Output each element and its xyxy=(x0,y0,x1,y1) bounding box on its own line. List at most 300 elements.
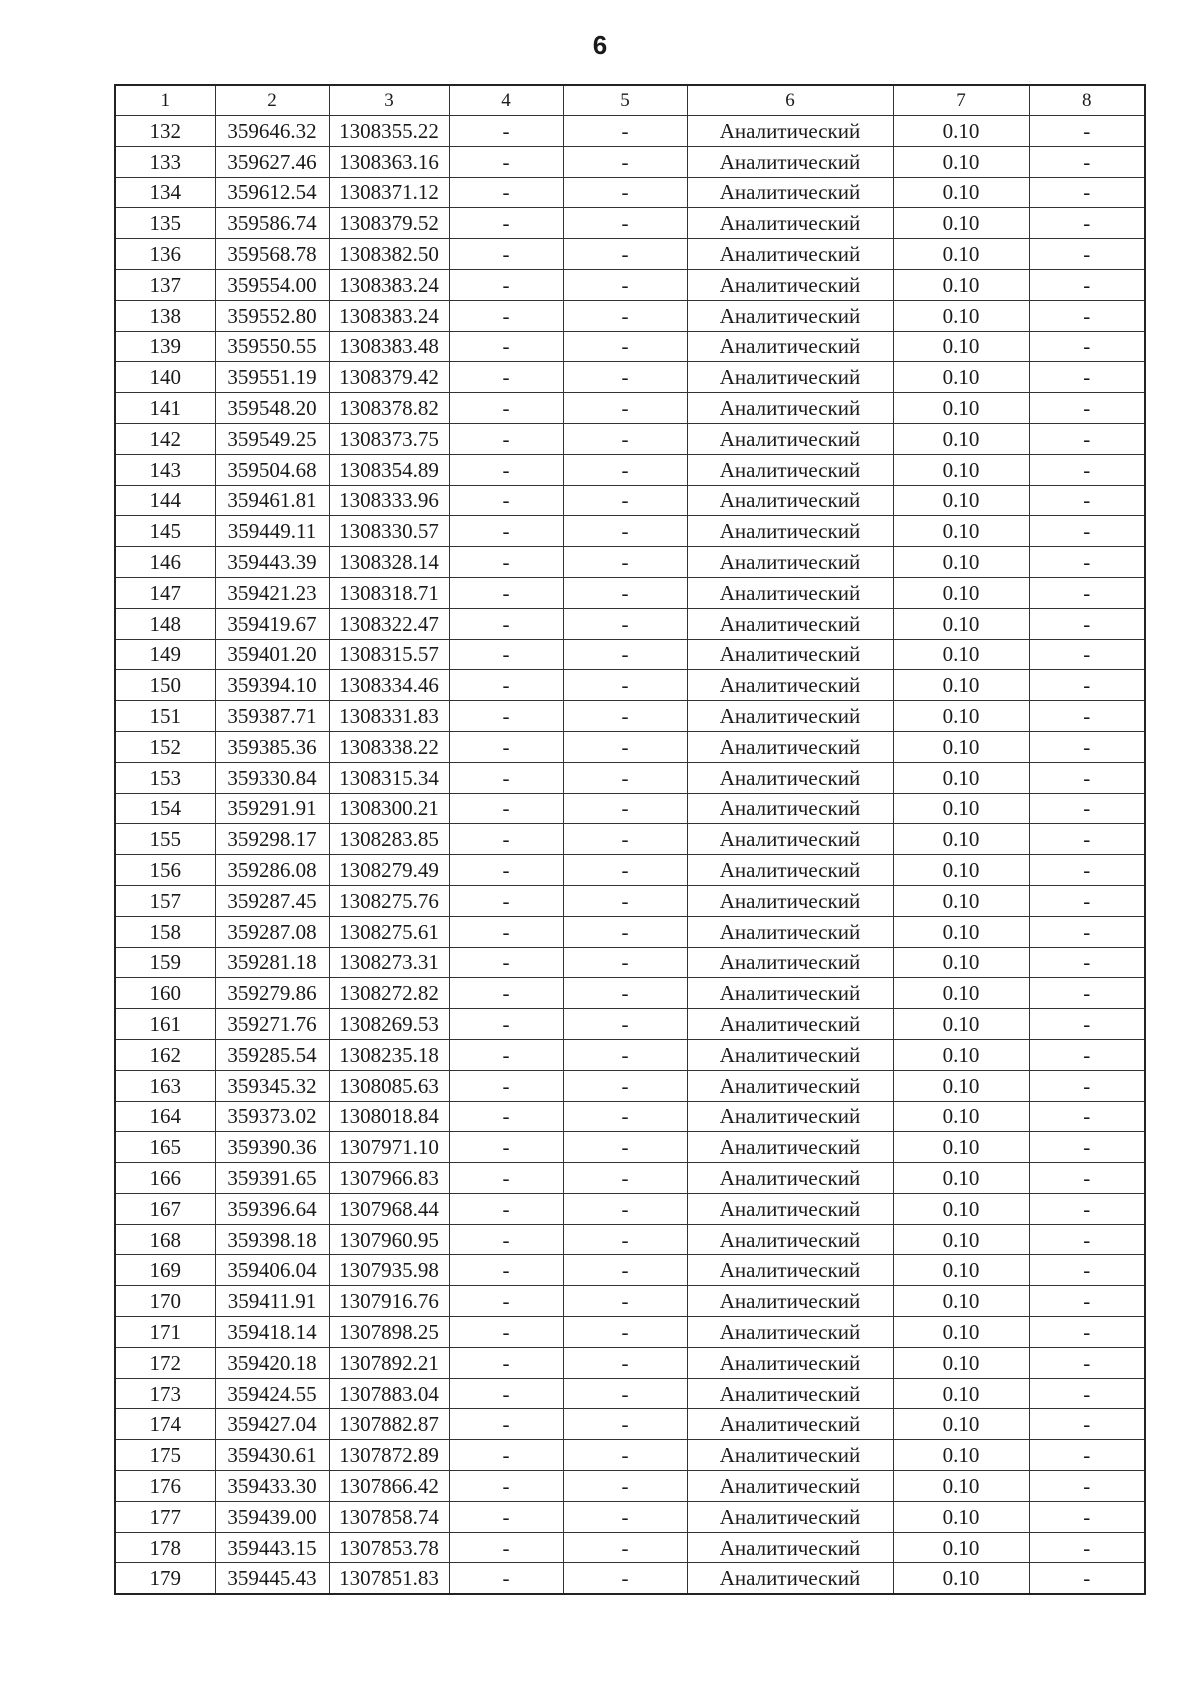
accuracy-cell: 0.10 xyxy=(893,916,1029,947)
method-cell: Аналитический xyxy=(687,1224,893,1255)
table-row xyxy=(115,423,1145,454)
x-coordinate-cell: 359646.32 xyxy=(215,116,329,147)
column-8-cell: - xyxy=(1029,1347,1145,1378)
y-coordinate-cell: 1307966.83 xyxy=(329,1163,449,1194)
table-row xyxy=(115,1255,1145,1286)
column-4-cell: - xyxy=(449,485,563,516)
y-coordinate-cell: 1308379.52 xyxy=(329,208,449,239)
method-cell: Аналитический xyxy=(687,177,893,208)
point-number-cell: 178 xyxy=(115,1532,215,1563)
accuracy-cell: 0.10 xyxy=(893,639,1029,670)
column-4-cell: - xyxy=(449,1532,563,1563)
table-row xyxy=(115,1317,1145,1348)
method-cell: Аналитический xyxy=(687,485,893,516)
column-8-cell: - xyxy=(1029,485,1145,516)
point-number-cell: 174 xyxy=(115,1409,215,1440)
point-number-cell: 152 xyxy=(115,731,215,762)
column-8-cell: - xyxy=(1029,1163,1145,1194)
y-coordinate-cell: 1308275.76 xyxy=(329,885,449,916)
y-coordinate-cell: 1308279.49 xyxy=(329,855,449,886)
x-coordinate-cell: 359551.19 xyxy=(215,362,329,393)
table-row xyxy=(115,639,1145,670)
column-5-cell: - xyxy=(563,762,687,793)
column-5-cell: - xyxy=(563,670,687,701)
y-coordinate-cell: 1308355.22 xyxy=(329,116,449,147)
y-coordinate-cell: 1308378.82 xyxy=(329,393,449,424)
accuracy-cell: 0.10 xyxy=(893,1224,1029,1255)
column-5-cell: - xyxy=(563,1378,687,1409)
point-number-cell: 143 xyxy=(115,454,215,485)
column-5-cell: - xyxy=(563,1563,687,1594)
x-coordinate-cell: 359449.11 xyxy=(215,516,329,547)
table-row xyxy=(115,670,1145,701)
point-number-cell: 169 xyxy=(115,1255,215,1286)
x-coordinate-cell: 359398.18 xyxy=(215,1224,329,1255)
column-8-cell: - xyxy=(1029,454,1145,485)
point-number-cell: 148 xyxy=(115,608,215,639)
column-5-cell: - xyxy=(563,393,687,424)
accuracy-cell: 0.10 xyxy=(893,516,1029,547)
column-4-cell: - xyxy=(449,947,563,978)
y-coordinate-cell: 1308085.63 xyxy=(329,1070,449,1101)
column-5-cell: - xyxy=(563,701,687,732)
point-number-cell: 135 xyxy=(115,208,215,239)
column-5-cell: - xyxy=(563,731,687,762)
point-number-cell: 159 xyxy=(115,947,215,978)
x-coordinate-cell: 359586.74 xyxy=(215,208,329,239)
column-4-cell: - xyxy=(449,1039,563,1070)
column-5-cell: - xyxy=(563,454,687,485)
table-row xyxy=(115,885,1145,916)
column-8-cell: - xyxy=(1029,1378,1145,1409)
y-coordinate-cell: 1308334.46 xyxy=(329,670,449,701)
point-number-cell: 173 xyxy=(115,1378,215,1409)
table-row xyxy=(115,1532,1145,1563)
x-coordinate-cell: 359443.15 xyxy=(215,1532,329,1563)
y-coordinate-cell: 1308371.12 xyxy=(329,177,449,208)
table-row xyxy=(115,916,1145,947)
y-coordinate-cell: 1308338.22 xyxy=(329,731,449,762)
column-4-cell: - xyxy=(449,1440,563,1471)
table-row xyxy=(115,855,1145,886)
column-4-cell: - xyxy=(449,1286,563,1317)
table-row xyxy=(115,762,1145,793)
y-coordinate-cell: 1308363.16 xyxy=(329,146,449,177)
accuracy-cell: 0.10 xyxy=(893,1101,1029,1132)
point-number-cell: 141 xyxy=(115,393,215,424)
y-coordinate-cell: 1308235.18 xyxy=(329,1039,449,1070)
column-8-cell: - xyxy=(1029,731,1145,762)
column-4-cell: - xyxy=(449,1193,563,1224)
table-row xyxy=(115,485,1145,516)
method-cell: Аналитический xyxy=(687,1532,893,1563)
column-4-cell: - xyxy=(449,1347,563,1378)
x-coordinate-cell: 359461.81 xyxy=(215,485,329,516)
point-number-cell: 164 xyxy=(115,1101,215,1132)
column-5-cell: - xyxy=(563,423,687,454)
accuracy-cell: 0.10 xyxy=(893,1039,1029,1070)
column-5-cell: - xyxy=(563,269,687,300)
column-4-cell: - xyxy=(449,1009,563,1040)
point-number-cell: 133 xyxy=(115,146,215,177)
table-row xyxy=(115,1347,1145,1378)
y-coordinate-cell: 1308300.21 xyxy=(329,793,449,824)
accuracy-cell: 0.10 xyxy=(893,146,1029,177)
y-coordinate-cell: 1307866.42 xyxy=(329,1471,449,1502)
accuracy-cell: 0.10 xyxy=(893,1132,1029,1163)
y-coordinate-cell: 1308315.57 xyxy=(329,639,449,670)
method-cell: Аналитический xyxy=(687,793,893,824)
x-coordinate-cell: 359387.71 xyxy=(215,701,329,732)
column-4-cell: - xyxy=(449,1501,563,1532)
x-coordinate-cell: 359394.10 xyxy=(215,670,329,701)
column-8-cell: - xyxy=(1029,978,1145,1009)
column-4-cell: - xyxy=(449,1409,563,1440)
point-number-cell: 137 xyxy=(115,269,215,300)
column-5-cell: - xyxy=(563,1532,687,1563)
column-5-cell: - xyxy=(563,1501,687,1532)
x-coordinate-cell: 359385.36 xyxy=(215,731,329,762)
table-row xyxy=(115,331,1145,362)
point-number-cell: 177 xyxy=(115,1501,215,1532)
method-cell: Аналитический xyxy=(687,1378,893,1409)
column-5-cell: - xyxy=(563,1039,687,1070)
y-coordinate-cell: 1307872.89 xyxy=(329,1440,449,1471)
column-4-cell: - xyxy=(449,362,563,393)
table-row xyxy=(115,146,1145,177)
column-8-cell: - xyxy=(1029,1070,1145,1101)
column-5-cell: - xyxy=(563,1286,687,1317)
x-coordinate-cell: 359445.43 xyxy=(215,1563,329,1594)
column-4-cell: - xyxy=(449,731,563,762)
column-5-cell: - xyxy=(563,824,687,855)
accuracy-cell: 0.10 xyxy=(893,423,1029,454)
column-8-cell: - xyxy=(1029,670,1145,701)
accuracy-cell: 0.10 xyxy=(893,177,1029,208)
x-coordinate-cell: 359298.17 xyxy=(215,824,329,855)
method-cell: Аналитический xyxy=(687,577,893,608)
y-coordinate-cell: 1307892.21 xyxy=(329,1347,449,1378)
column-header-8: 8 xyxy=(1029,85,1145,116)
column-8-cell: - xyxy=(1029,1317,1145,1348)
point-number-cell: 132 xyxy=(115,116,215,147)
method-cell: Аналитический xyxy=(687,1347,893,1378)
column-8-cell: - xyxy=(1029,701,1145,732)
y-coordinate-cell: 1308018.84 xyxy=(329,1101,449,1132)
column-5-cell: - xyxy=(563,916,687,947)
method-cell: Аналитический xyxy=(687,1163,893,1194)
column-4-cell: - xyxy=(449,454,563,485)
column-4-cell: - xyxy=(449,239,563,270)
column-5-cell: - xyxy=(563,362,687,393)
column-4-cell: - xyxy=(449,516,563,547)
column-8-cell: - xyxy=(1029,116,1145,147)
method-cell: Аналитический xyxy=(687,423,893,454)
accuracy-cell: 0.10 xyxy=(893,116,1029,147)
column-5-cell: - xyxy=(563,1070,687,1101)
table-row xyxy=(115,1440,1145,1471)
table-row xyxy=(115,1070,1145,1101)
column-5-cell: - xyxy=(563,608,687,639)
method-cell: Аналитический xyxy=(687,885,893,916)
x-coordinate-cell: 359504.68 xyxy=(215,454,329,485)
column-8-cell: - xyxy=(1029,423,1145,454)
column-4-cell: - xyxy=(449,300,563,331)
x-coordinate-cell: 359550.55 xyxy=(215,331,329,362)
method-cell: Аналитический xyxy=(687,547,893,578)
column-5-cell: - xyxy=(563,793,687,824)
column-8-cell: - xyxy=(1029,1471,1145,1502)
method-cell: Аналитический xyxy=(687,1039,893,1070)
y-coordinate-cell: 1308382.50 xyxy=(329,239,449,270)
accuracy-cell: 0.10 xyxy=(893,331,1029,362)
method-cell: Аналитический xyxy=(687,146,893,177)
y-coordinate-cell: 1308354.89 xyxy=(329,454,449,485)
column-8-cell: - xyxy=(1029,177,1145,208)
x-coordinate-cell: 359627.46 xyxy=(215,146,329,177)
accuracy-cell: 0.10 xyxy=(893,1009,1029,1040)
x-coordinate-cell: 359420.18 xyxy=(215,1347,329,1378)
column-8-cell: - xyxy=(1029,608,1145,639)
column-8-cell: - xyxy=(1029,1286,1145,1317)
x-coordinate-cell: 359390.36 xyxy=(215,1132,329,1163)
x-coordinate-cell: 359430.61 xyxy=(215,1440,329,1471)
column-4-cell: - xyxy=(449,577,563,608)
x-coordinate-cell: 359401.20 xyxy=(215,639,329,670)
table-row xyxy=(115,1039,1145,1070)
y-coordinate-cell: 1308273.31 xyxy=(329,947,449,978)
x-coordinate-cell: 359330.84 xyxy=(215,762,329,793)
accuracy-cell: 0.10 xyxy=(893,454,1029,485)
y-coordinate-cell: 1308333.96 xyxy=(329,485,449,516)
table-body xyxy=(115,116,1145,1595)
column-8-cell: - xyxy=(1029,1224,1145,1255)
table-row xyxy=(115,547,1145,578)
method-cell: Аналитический xyxy=(687,947,893,978)
accuracy-cell: 0.10 xyxy=(893,885,1029,916)
column-4-cell: - xyxy=(449,793,563,824)
point-number-cell: 138 xyxy=(115,300,215,331)
column-header-3: 3 xyxy=(329,85,449,116)
column-5-cell: - xyxy=(563,331,687,362)
column-5-cell: - xyxy=(563,300,687,331)
column-8-cell: - xyxy=(1029,855,1145,886)
y-coordinate-cell: 1307882.87 xyxy=(329,1409,449,1440)
accuracy-cell: 0.10 xyxy=(893,577,1029,608)
y-coordinate-cell: 1308383.24 xyxy=(329,269,449,300)
table-row xyxy=(115,731,1145,762)
y-coordinate-cell: 1308383.24 xyxy=(329,300,449,331)
x-coordinate-cell: 359373.02 xyxy=(215,1101,329,1132)
point-number-cell: 139 xyxy=(115,331,215,362)
accuracy-cell: 0.10 xyxy=(893,1440,1029,1471)
method-cell: Аналитический xyxy=(687,1471,893,1502)
method-cell: Аналитический xyxy=(687,331,893,362)
method-cell: Аналитический xyxy=(687,1317,893,1348)
table-row xyxy=(115,362,1145,393)
x-coordinate-cell: 359279.86 xyxy=(215,978,329,1009)
column-8-cell: - xyxy=(1029,1193,1145,1224)
method-cell: Аналитический xyxy=(687,1501,893,1532)
column-8-cell: - xyxy=(1029,1440,1145,1471)
column-4-cell: - xyxy=(449,547,563,578)
column-5-cell: - xyxy=(563,208,687,239)
accuracy-cell: 0.10 xyxy=(893,485,1029,516)
column-8-cell: - xyxy=(1029,1409,1145,1440)
accuracy-cell: 0.10 xyxy=(893,731,1029,762)
column-5-cell: - xyxy=(563,639,687,670)
point-number-cell: 179 xyxy=(115,1563,215,1594)
column-5-cell: - xyxy=(563,1317,687,1348)
table-row xyxy=(115,793,1145,824)
column-8-cell: - xyxy=(1029,362,1145,393)
column-4-cell: - xyxy=(449,1255,563,1286)
y-coordinate-cell: 1307916.76 xyxy=(329,1286,449,1317)
point-number-cell: 144 xyxy=(115,485,215,516)
column-header-4: 4 xyxy=(449,85,563,116)
table-row xyxy=(115,1409,1145,1440)
column-4-cell: - xyxy=(449,855,563,886)
column-4-cell: - xyxy=(449,608,563,639)
column-5-cell: - xyxy=(563,1009,687,1040)
point-number-cell: 145 xyxy=(115,516,215,547)
column-8-cell: - xyxy=(1029,146,1145,177)
point-number-cell: 160 xyxy=(115,978,215,1009)
y-coordinate-cell: 1308383.48 xyxy=(329,331,449,362)
table-row xyxy=(115,577,1145,608)
column-8-cell: - xyxy=(1029,1039,1145,1070)
x-coordinate-cell: 359568.78 xyxy=(215,239,329,270)
column-5-cell: - xyxy=(563,947,687,978)
accuracy-cell: 0.10 xyxy=(893,362,1029,393)
column-4-cell: - xyxy=(449,208,563,239)
y-coordinate-cell: 1307968.44 xyxy=(329,1193,449,1224)
method-cell: Аналитический xyxy=(687,670,893,701)
x-coordinate-cell: 359421.23 xyxy=(215,577,329,608)
table-row xyxy=(115,208,1145,239)
column-4-cell: - xyxy=(449,1163,563,1194)
accuracy-cell: 0.10 xyxy=(893,670,1029,701)
column-8-cell: - xyxy=(1029,1009,1145,1040)
column-8-cell: - xyxy=(1029,824,1145,855)
column-5-cell: - xyxy=(563,1440,687,1471)
x-coordinate-cell: 359552.80 xyxy=(215,300,329,331)
point-number-cell: 166 xyxy=(115,1163,215,1194)
table-row xyxy=(115,1471,1145,1502)
column-4-cell: - xyxy=(449,269,563,300)
y-coordinate-cell: 1307935.98 xyxy=(329,1255,449,1286)
y-coordinate-cell: 1308328.14 xyxy=(329,547,449,578)
column-8-cell: - xyxy=(1029,1532,1145,1563)
column-5-cell: - xyxy=(563,177,687,208)
accuracy-cell: 0.10 xyxy=(893,1471,1029,1502)
point-number-cell: 154 xyxy=(115,793,215,824)
column-5-cell: - xyxy=(563,1163,687,1194)
column-8-cell: - xyxy=(1029,393,1145,424)
point-number-cell: 153 xyxy=(115,762,215,793)
column-8-cell: - xyxy=(1029,793,1145,824)
y-coordinate-cell: 1308275.61 xyxy=(329,916,449,947)
point-number-cell: 150 xyxy=(115,670,215,701)
method-cell: Аналитический xyxy=(687,116,893,147)
table-row xyxy=(115,978,1145,1009)
point-number-cell: 147 xyxy=(115,577,215,608)
table-row xyxy=(115,1193,1145,1224)
column-5-cell: - xyxy=(563,1471,687,1502)
x-coordinate-cell: 359549.25 xyxy=(215,423,329,454)
accuracy-cell: 0.10 xyxy=(893,855,1029,886)
y-coordinate-cell: 1308322.47 xyxy=(329,608,449,639)
point-number-cell: 151 xyxy=(115,701,215,732)
column-8-cell: - xyxy=(1029,208,1145,239)
method-cell: Аналитический xyxy=(687,1563,893,1594)
accuracy-cell: 0.10 xyxy=(893,300,1029,331)
accuracy-cell: 0.10 xyxy=(893,793,1029,824)
column-header-1: 1 xyxy=(115,85,215,116)
column-header-6: 6 xyxy=(687,85,893,116)
x-coordinate-cell: 359396.64 xyxy=(215,1193,329,1224)
column-4-cell: - xyxy=(449,393,563,424)
method-cell: Аналитический xyxy=(687,1193,893,1224)
column-4-cell: - xyxy=(449,1563,563,1594)
x-coordinate-cell: 359443.39 xyxy=(215,547,329,578)
x-coordinate-cell: 359281.18 xyxy=(215,947,329,978)
table-row xyxy=(115,824,1145,855)
accuracy-cell: 0.10 xyxy=(893,269,1029,300)
x-coordinate-cell: 359345.32 xyxy=(215,1070,329,1101)
column-4-cell: - xyxy=(449,116,563,147)
column-4-cell: - xyxy=(449,331,563,362)
method-cell: Аналитический xyxy=(687,1286,893,1317)
x-coordinate-cell: 359612.54 xyxy=(215,177,329,208)
accuracy-cell: 0.10 xyxy=(893,1286,1029,1317)
accuracy-cell: 0.10 xyxy=(893,1070,1029,1101)
x-coordinate-cell: 359391.65 xyxy=(215,1163,329,1194)
y-coordinate-cell: 1308283.85 xyxy=(329,824,449,855)
method-cell: Аналитический xyxy=(687,454,893,485)
table-row xyxy=(115,947,1145,978)
column-4-cell: - xyxy=(449,1378,563,1409)
column-8-cell: - xyxy=(1029,1563,1145,1594)
accuracy-cell: 0.10 xyxy=(893,762,1029,793)
column-5-cell: - xyxy=(563,1224,687,1255)
column-5-cell: - xyxy=(563,855,687,886)
column-5-cell: - xyxy=(563,1132,687,1163)
method-cell: Аналитический xyxy=(687,916,893,947)
method-cell: Аналитический xyxy=(687,239,893,270)
point-number-cell: 163 xyxy=(115,1070,215,1101)
y-coordinate-cell: 1307858.74 xyxy=(329,1501,449,1532)
column-header-5: 5 xyxy=(563,85,687,116)
page-number: 6 xyxy=(592,30,608,60)
column-8-cell: - xyxy=(1029,239,1145,270)
point-number-cell: 149 xyxy=(115,639,215,670)
method-cell: Аналитический xyxy=(687,1440,893,1471)
method-cell: Аналитический xyxy=(687,978,893,1009)
y-coordinate-cell: 1307960.95 xyxy=(329,1224,449,1255)
accuracy-cell: 0.10 xyxy=(893,208,1029,239)
point-number-cell: 156 xyxy=(115,855,215,886)
point-number-cell: 167 xyxy=(115,1193,215,1224)
y-coordinate-cell: 1308272.82 xyxy=(329,978,449,1009)
accuracy-cell: 0.10 xyxy=(893,608,1029,639)
accuracy-cell: 0.10 xyxy=(893,1563,1029,1594)
y-coordinate-cell: 1308379.42 xyxy=(329,362,449,393)
column-4-cell: - xyxy=(449,916,563,947)
x-coordinate-cell: 359291.91 xyxy=(215,793,329,824)
y-coordinate-cell: 1307898.25 xyxy=(329,1317,449,1348)
method-cell: Аналитический xyxy=(687,701,893,732)
